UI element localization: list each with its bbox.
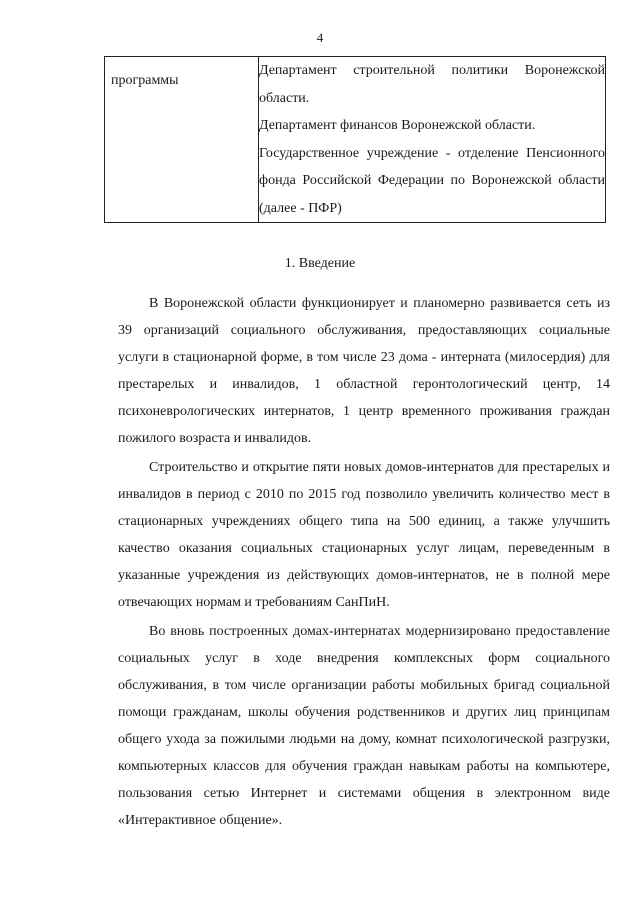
page-number: 4 (316, 30, 324, 45)
program-info-table (104, 56, 606, 223)
section-heading: 1. Введение (284, 256, 356, 271)
table-left-cell (105, 57, 259, 223)
table-right-line: Департамент строительной политики Воронежской области. (259, 63, 605, 106)
table-right-line: Государственное учреждение - отделение Пенсионного фонда Российской Федерации по Воронежской области (далее - ПФР) (259, 145, 605, 216)
table-right-cell (259, 57, 606, 223)
table-left-label: программы (111, 73, 179, 88)
paragraph: Строительство и открытие пяти новых домов-интернатов для престарелых и инвалидов в период с 2010 по 2015 год позволило увеличить количество мест в стационарных учреждениях общего типа на 500 единиц, а также улучшить качество оказания социальных стационарных услуг лицам, переведенным в указанные учреждения из действующих домов-интернатов, не в полной мере отвечающих нормам и требованиям СанПиН. (118, 460, 610, 610)
table-row (105, 57, 606, 223)
paragraph: Во вновь построенных домах-интернатах модернизировано предоставление социальных услуг в ходе внедрения комплексных форм социального обслуживания, в том числе организации работы мобильных бригад социальной помощи гражданам, школы обучения родственников и других лиц принципам общего ухода за пожилыми людьми на дому, комнат психологической разгрузки, компьютерных классов для обучения граждан навыкам работы на компьютере, пользования сетью Интернет и системами общения в электронном виде «Интерактивное общение». (118, 624, 610, 828)
main-text (118, 290, 610, 836)
table-right-line: Департамент финансов Воронежской области. (259, 118, 536, 133)
paragraph: В Воронежской области функционирует и планомерно развивается сеть из 39 организаций социального обслуживания, предоставляющих социальные услуги в стационарной форме, в том числе 23 дома - интерната (милосердия) для престарелых и инвалидов, 1 областной геронтологический центр, 14 психоневрологических интернатов, 1 центр временного проживания граждан пожилого возраста и инвалидов. (118, 296, 610, 446)
